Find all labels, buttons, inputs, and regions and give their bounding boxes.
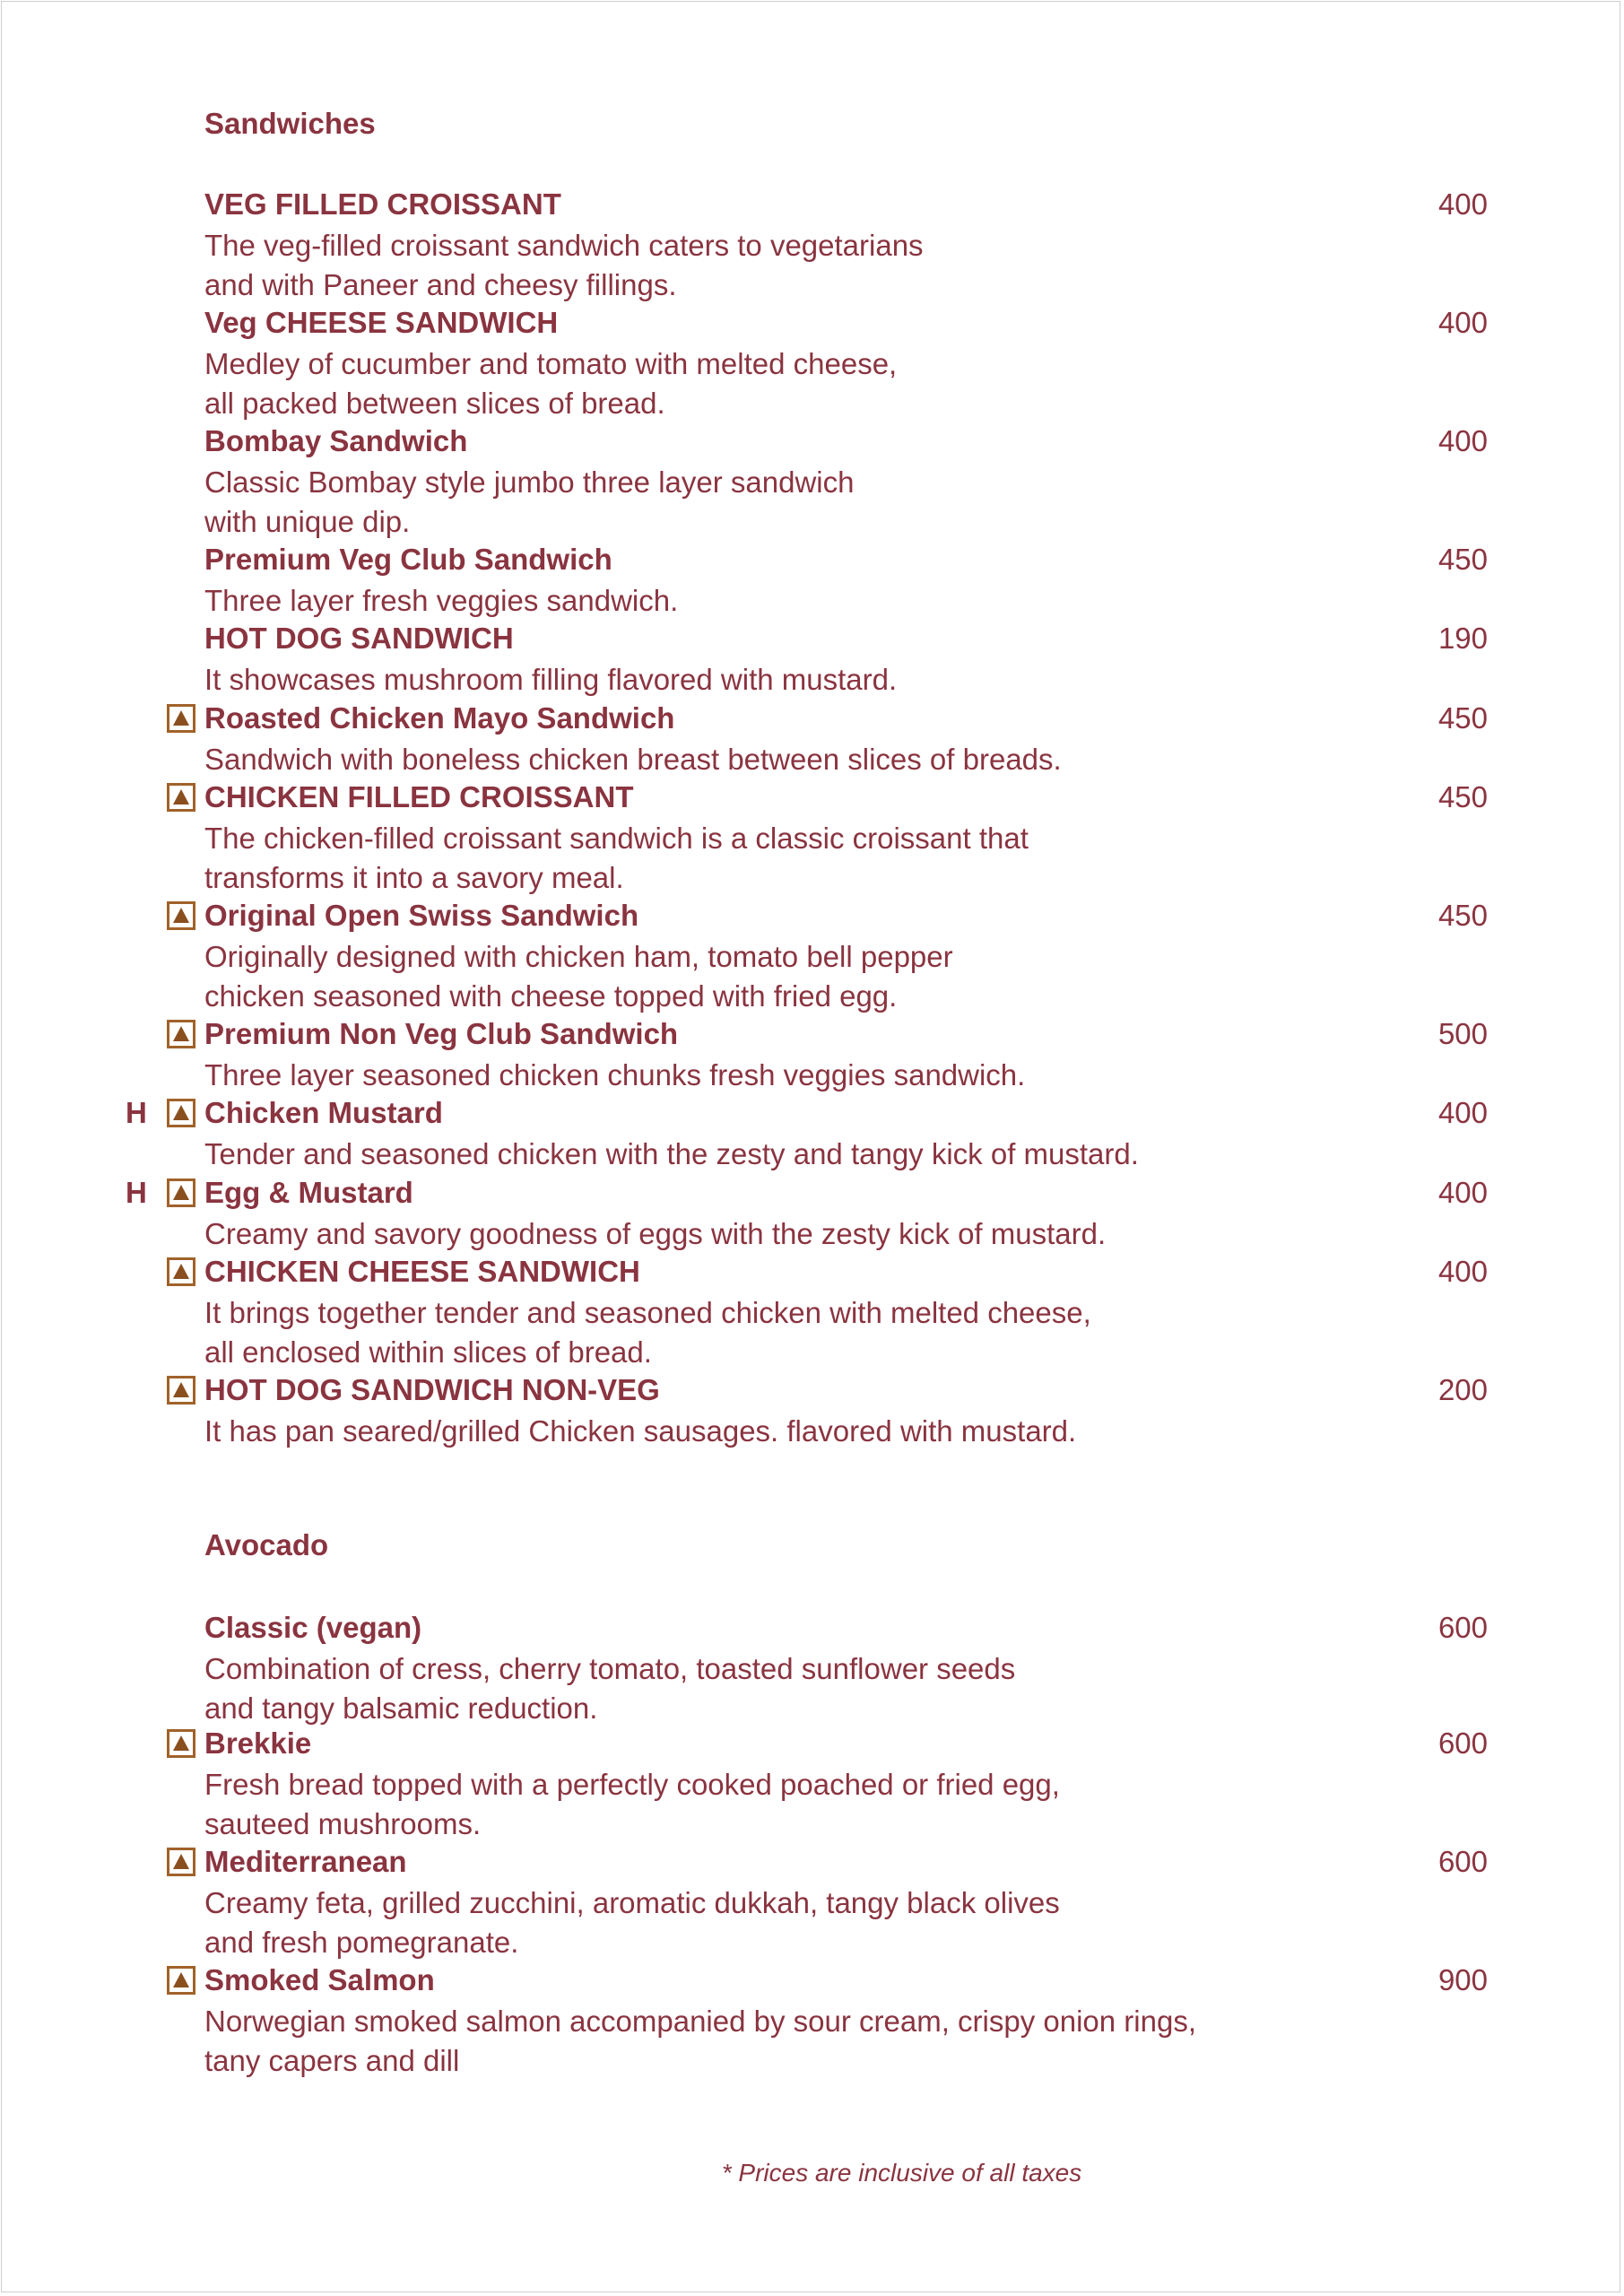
item-name: Smoked Salmon [204,1963,435,1996]
item-price: 450 [1437,780,1488,813]
item-description [204,819,1029,898]
nonveg-triangle-icon [167,1099,195,1127]
nonveg-triangle-icon [167,1257,195,1286]
healthy-mark: H [126,1096,147,1129]
item-description [204,581,678,621]
item-name: Original Open Swiss Sandwich [204,899,639,932]
description-line: and tangy balsamic reduction. [204,1692,598,1725]
item-description [204,660,897,700]
item-description [204,2002,1196,2081]
description-line: It has pan seared/grilled Chicken sausages. flavored with mustard. [204,1414,1077,1448]
description-line: Fresh bread topped with a perfectly cooked poached or fried egg, [204,1768,1060,1801]
description-line: transforms it into a savory meal. [204,861,624,894]
item-description [204,1056,1025,1095]
item-name: Classic (vegan) [204,1611,422,1644]
description-line: The chicken-filled croissant sandwich is a classic croissant that [204,822,1029,855]
description-line: Creamy and savory goodness of eggs with the zesty kick of mustard. [204,1217,1107,1250]
description-line: and with Paneer and cheesy fillings. [204,268,677,301]
description-line: Three layer seasoned chicken chunks fresh veggies sandwich. [204,1058,1026,1091]
item-description [204,740,1062,779]
description-line: tany capers and dill [204,2044,460,2077]
description-line: with unique dip. [204,505,411,538]
item-name: Veg CHEESE SANDWICH [204,306,559,339]
description-line: The veg-filled croissant sandwich caters to vegetarians [204,229,924,262]
item-price: 600 [1437,1845,1488,1878]
nonveg-triangle-icon [167,1178,195,1207]
description-line: Norwegian smoked salmon accompanied by sour cream, crispy onion rings, [204,2005,1196,2038]
nonveg-triangle-icon [167,1020,195,1048]
item-name: Mediterranean [204,1845,407,1878]
description-line: Combination of cress, cherry tomato, toasted sunflower seeds [204,1652,1016,1685]
nonveg-triangle-icon [167,901,195,930]
description-line: It showcases mushroom filling flavored with mustard. [204,663,898,696]
item-price: 400 [1437,424,1488,457]
section-title: Sandwiches [204,107,376,140]
nonveg-triangle-icon [167,1848,195,1876]
item-name: Chicken Mustard [204,1096,443,1129]
item-name: Bombay Sandwich [204,424,468,457]
nonveg-triangle-icon [167,704,195,733]
item-price: 190 [1437,622,1488,655]
item-price: 600 [1437,1726,1488,1760]
description-line: Originally designed with chicken ham, tomato bell pepper [204,940,953,973]
item-description [204,344,897,423]
description-line: all packed between slices of bread. [204,387,665,420]
item-price: 400 [1437,1255,1488,1288]
item-price: 600 [1437,1611,1488,1644]
item-name: Egg & Mustard [204,1176,413,1209]
description-line: all enclosed within slices of bread. [204,1335,652,1369]
item-description [204,1412,1076,1451]
item-price: 900 [1437,1963,1488,1996]
description-line: Medley of cucumber and tomato with melted cheese, [204,347,898,380]
item-price: 400 [1437,1096,1488,1129]
item-price: 400 [1437,1176,1488,1209]
description-line: Tender and seasoned chicken with the zesty and tangy kick of mustard. [204,1137,1139,1170]
description-line: Three layer fresh veggies sandwich. [204,584,679,617]
description-line: Classic Bombay style jumbo three layer sandwich [204,465,855,499]
description-line: Creamy feta, grilled zucchini, aromatic dukkah, tangy black olives [204,1886,1060,1919]
item-description [204,1765,1060,1844]
description-line: Sandwich with boneless chicken breast between slices of breads. [204,743,1062,776]
item-description [204,226,924,305]
item-price: 500 [1437,1017,1488,1050]
item-description [204,463,854,542]
item-name: HOT DOG SANDWICH NON-VEG [204,1373,660,1406]
description-line: chicken seasoned with cheese topped with fried egg. [204,979,898,1013]
item-price: 450 [1437,701,1488,735]
item-description [204,937,953,1016]
description-line: sauteed mushrooms. [204,1807,482,1840]
item-description [204,1883,1060,1962]
item-price: 400 [1437,187,1488,221]
section-title: Avocado [204,1528,329,1561]
item-price: 400 [1437,306,1488,339]
item-name: Premium Non Veg Club Sandwich [204,1017,679,1050]
item-price: 450 [1437,543,1488,576]
item-description [204,1214,1106,1254]
description-line: It brings together tender and seasoned chicken with melted cheese, [204,1296,1091,1329]
item-description [204,1293,1091,1372]
item-name: Premium Veg Club Sandwich [204,543,612,576]
description-line: and fresh pomegranate. [204,1926,519,1959]
item-name: VEG FILLED CROISSANT [204,187,561,221]
nonveg-triangle-icon [167,1729,195,1758]
item-name: CHICKEN FILLED CROISSANT [204,780,634,813]
item-name: HOT DOG SANDWICH [204,622,514,655]
item-name: Roasted Chicken Mayo Sandwich [204,701,675,735]
healthy-mark: H [126,1176,147,1209]
item-price: 200 [1437,1373,1488,1406]
item-description [204,1649,1015,1728]
item-description [204,1135,1139,1174]
item-name: Brekkie [204,1726,312,1760]
nonveg-triangle-icon [167,783,195,812]
nonveg-triangle-icon [167,1966,195,1995]
item-name: CHICKEN CHEESE SANDWICH [204,1255,640,1288]
footer-note: * Prices are inclusive of all taxes [721,2159,1082,2187]
nonveg-triangle-icon [167,1376,195,1405]
item-price: 450 [1437,899,1488,932]
